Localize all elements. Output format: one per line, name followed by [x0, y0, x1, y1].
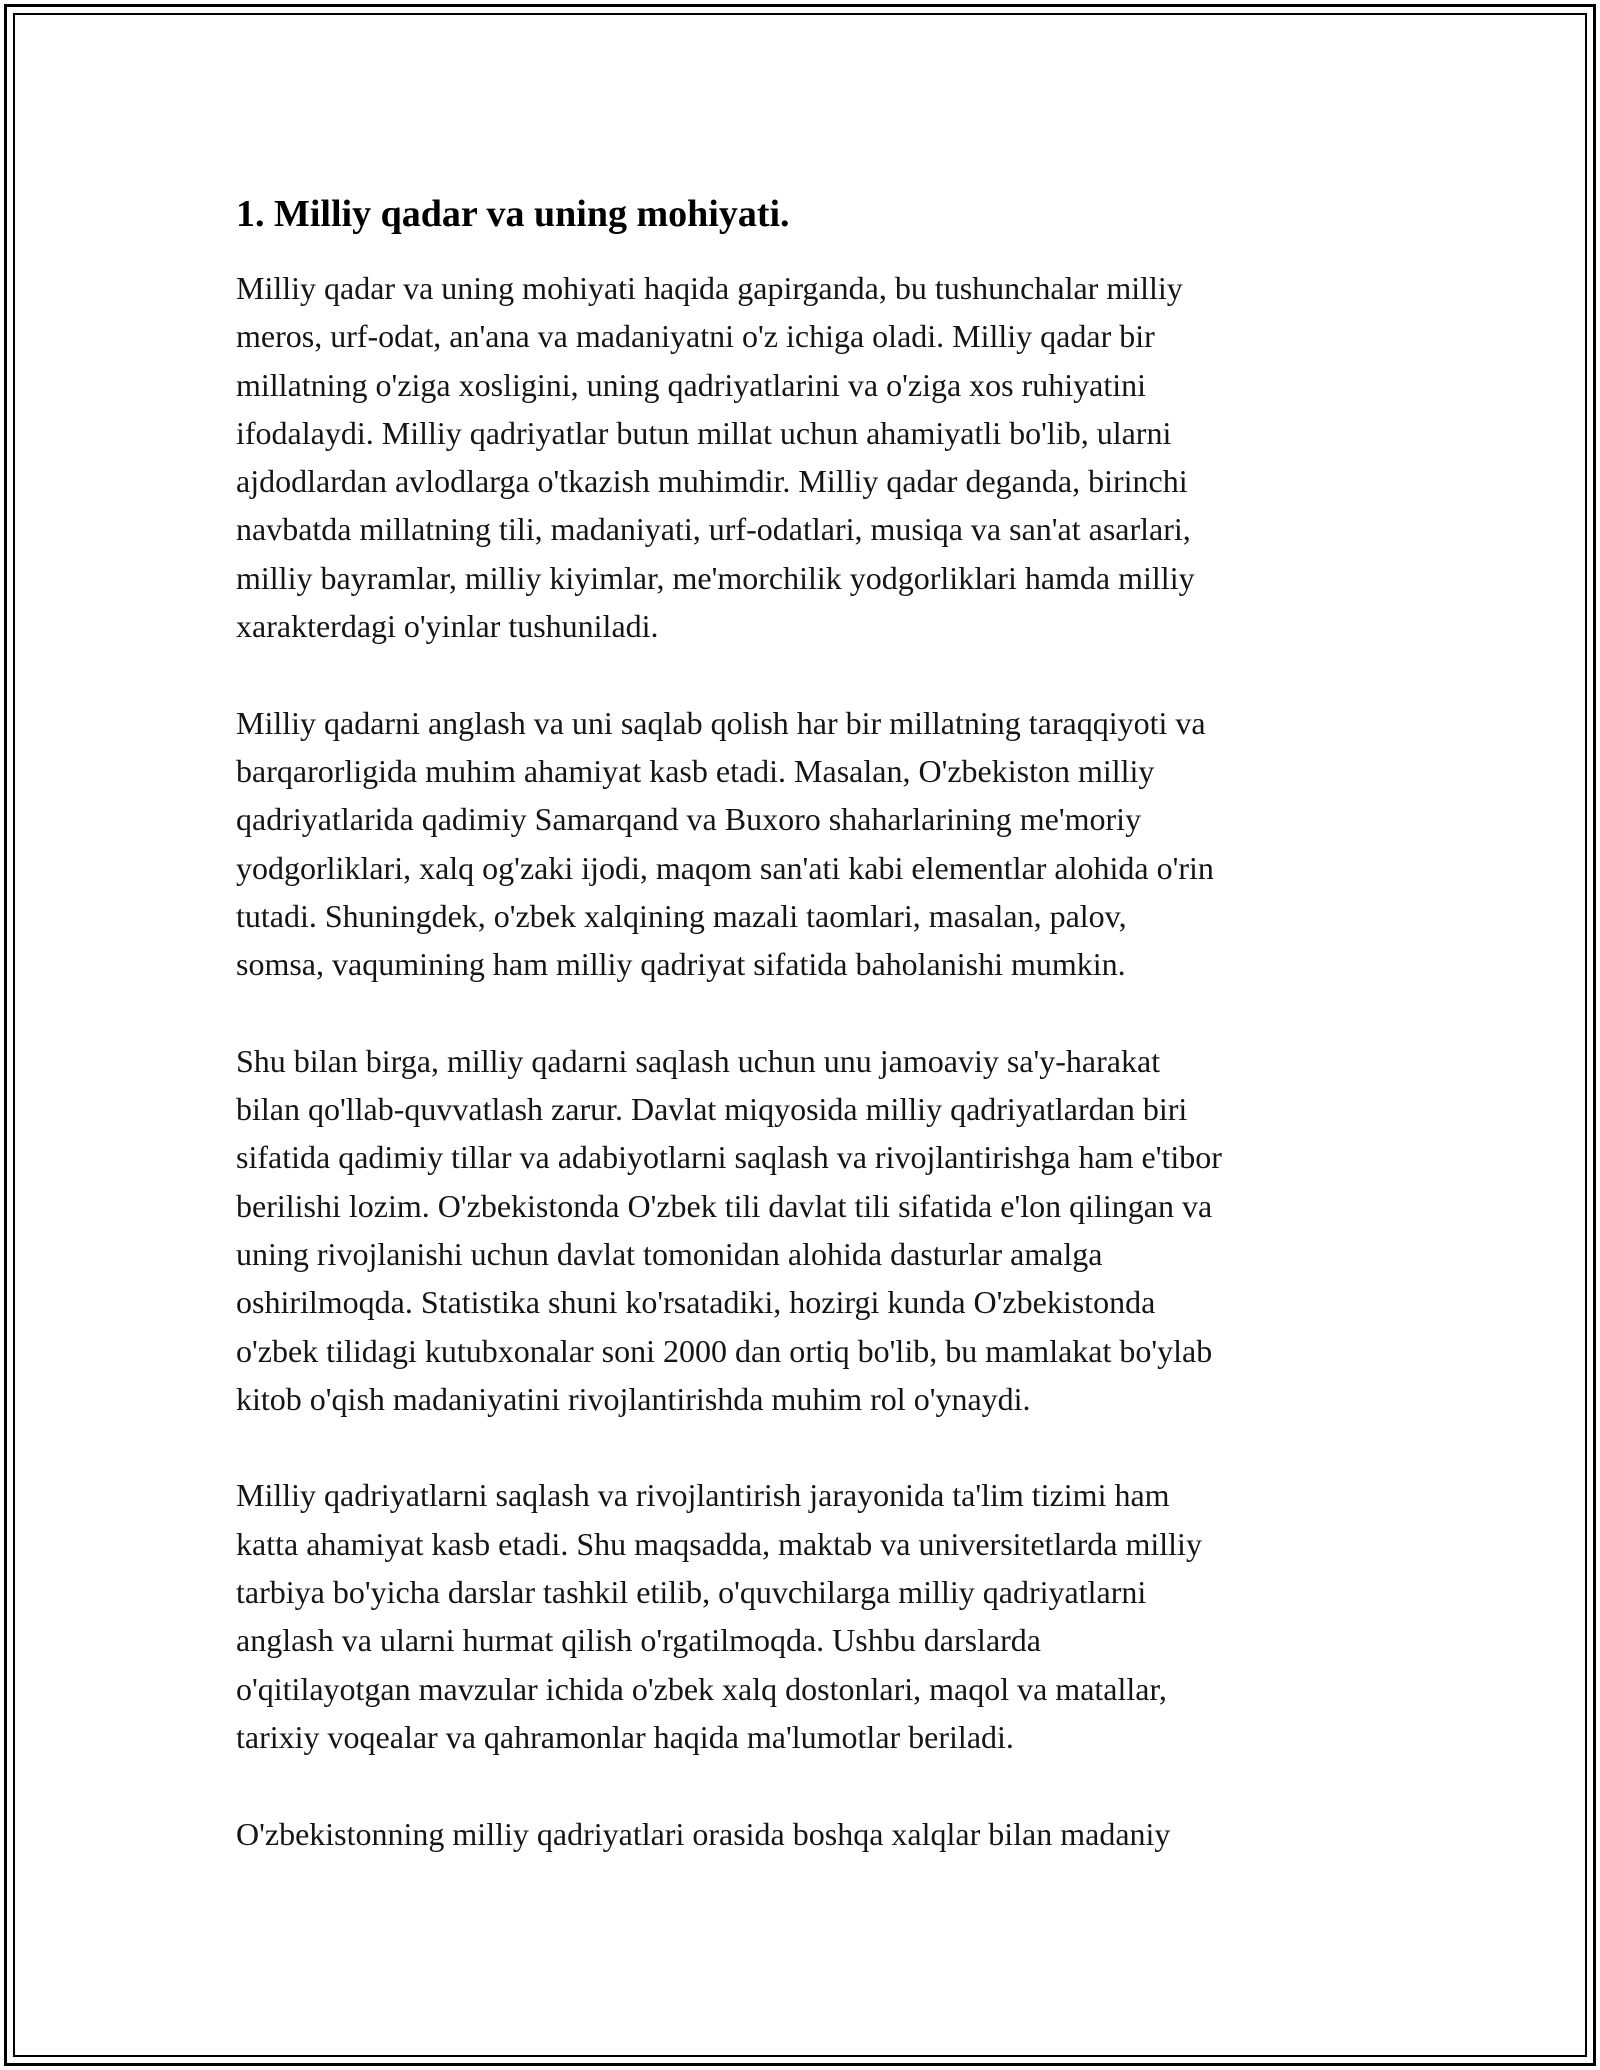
text-line: Shu bilan birga, milliy qadarni saqlash uchun unu jamoaviy sa'y-harakat: [236, 1042, 1161, 1079]
text-line: millatning o'ziga xosligini, uning qadriyatlarini va o'ziga xos ruhiyatini: [236, 366, 1147, 403]
text-line: tutadi. Shuningdek, o'zbek xalqining mazali taomlari, masalan, palov,: [236, 897, 1127, 934]
text-line: ajdodlardan avlodlarga o'tkazish muhimdir. Milliy qadar deganda, birinchi: [236, 463, 1188, 500]
text-line: tarixiy voqealar va qahramonlar haqida ma'lumotlar beriladi.: [236, 1718, 1014, 1755]
paragraph-3: [236, 1037, 1376, 1423]
text-line: tarbiya bo'yicha darslar tashkil etilib, o'quvchilarga milliy qadriyatlarni: [236, 1574, 1147, 1611]
paragraph-2: [236, 699, 1376, 989]
text-line: berilishi lozim. O'zbekistonda O'zbek tili davlat tili sifatida e'lon qilingan va: [236, 1187, 1213, 1224]
paragraph-4: [236, 1471, 1376, 1761]
text-line: somsa, vaqumining ham milliy qadriyat sifatida baholanishi mumkin.: [236, 946, 1126, 983]
text-line: yodgorliklari, xalq og'zaki ijodi, maqom san'ati kabi elementlar alohida o'rin: [236, 849, 1214, 886]
text-line: qadriyatlarida qadimiy Samarqand va Buxoro shaharlarining me'moriy: [236, 801, 1142, 838]
text-line: bilan qo'llab-quvvatlash zarur. Davlat miqyosida milliy qadriyatlardan biri: [236, 1091, 1188, 1128]
section-heading: 1. Milliy qadar va uning mohiyati.: [236, 193, 790, 235]
document-body: [236, 186, 1376, 1906]
text-line: Milliy qadriyatlarni saqlash va rivojlantirish jarayonida ta'lim tizimi ham: [236, 1477, 1170, 1514]
text-line: oshirilmoqda. Statistika shuni ko'rsatadiki, hozirgi kunda O'zbekistonda: [236, 1284, 1156, 1321]
text-line: milliy bayramlar, milliy kiyimlar, me'morchilik yodgorliklari hamda milliy: [236, 559, 1195, 596]
text-line: ifodalaydi. Milliy qadriyatlar butun millat uchun ahamiyatli bo'lib, ularni: [236, 414, 1172, 451]
text-line: sifatida qadimiy tillar va adabiyotlarni saqlash va rivojlantirishga ham e'tibor: [236, 1139, 1222, 1176]
text-line: navbatda millatning tili, madaniyati, urf-odatlari, musiqa va san'at asarlari,: [236, 511, 1191, 548]
text-line: O'zbekistonning milliy qadriyatlari orasida boshqa xalqlar bilan madaniy: [236, 1815, 1171, 1852]
paragraph-1: [236, 264, 1376, 650]
text-line: uning rivojlanishi uchun davlat tomonidan alohida dasturlar amalga: [236, 1235, 1103, 1272]
text-line: meros, urf-odat, an'ana va madaniyatni o'z ichiga oladi. Milliy qadar bir: [236, 318, 1155, 355]
text-line: katta ahamiyat kasb etadi. Shu maqsadda, maktab va universitetlarda milliy: [236, 1525, 1202, 1562]
text-line: barqarorligida muhim ahamiyat kasb etadi. Masalan, O'zbekiston milliy: [236, 752, 1155, 789]
text-line: Milliy qadar va uning mohiyati haqida gapirganda, bu tushunchalar milliy: [236, 270, 1183, 306]
text-line: Milliy qadarni anglash va uni saqlab qolish har bir millatning taraqqiyoti va: [236, 704, 1206, 741]
paragraph-5: [236, 1810, 1376, 1858]
text-line: o'zbek tilidagi kutubxonalar soni 2000 dan ortiq bo'lib, bu mamlakat bo'ylab: [236, 1332, 1213, 1369]
text-line: xarakterdagi o'yinlar tushuniladi.: [236, 608, 659, 645]
text-line: anglash va ularni hurmat qilish o'rgatilmoqda. Ushbu darslarda: [236, 1622, 1041, 1659]
text-line: kitob o'qish madaniyatini rivojlantirishda muhim rol o'ynaydi.: [236, 1380, 1031, 1417]
text-line: o'qitilayotgan mavzular ichida o'zbek xalq dostonlari, maqol va matallar,: [236, 1670, 1167, 1707]
